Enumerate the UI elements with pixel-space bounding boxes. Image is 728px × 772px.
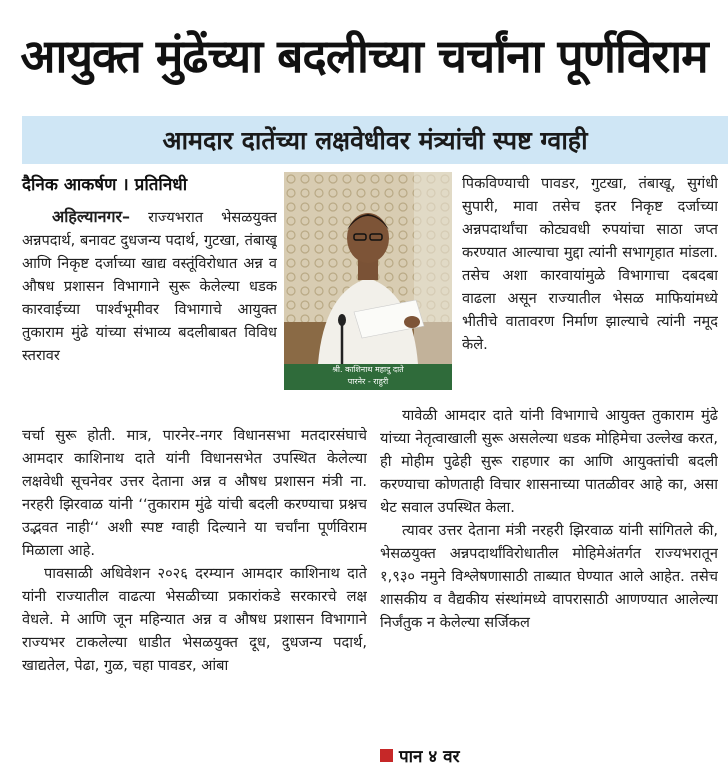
dateline: अहिल्यानगर– [52, 207, 131, 226]
paragraph-right-2: त्यावर उत्तर देताना मंत्री नरहरी झिरवाळ यांनी सांगितले की, भेसळयुक्त अन्नपदार्थांविरोधातील मोहिमेअंतर्गत राज्यभरातून १,९३० नमुने विश्लेषणासाठी ताब्यात घेण्यात आले आहेत. तसेच शासकीय व वैद्यकीय संस्थांमध्ये वापरासाठी आणण्यात आलेल्या निर्जंतुक न केलेल्या सर्जिकल [380, 522, 718, 631]
paragraph-col3-1: पिकविण्याची पावडर, गुटखा, तंबाखू, सुगंधी सुपारी, मावा तसेच इतर निकृष्ट दर्जाच्या अन्नपदार्थांचा कोट्यवधी रुपयांचा साठा जप्त करण्यात आल्याचा मुद्दा त्यांनी सभागृहात मांडला. तसेच अशा कारवायांमुळे विभागाचा दबदबा वाढला असून राज्यातील भेसळ माफियांमध्ये भीतीचे वातावरण निर्माण झाल्याचे त्यांनी नमूद केले. [462, 175, 718, 353]
headline: आयुक्त मुंढेंच्या बदलीच्या चर्चांना पूर्णविराम [20, 29, 708, 83]
column-right-upper [462, 172, 718, 402]
column-left-upper [22, 205, 277, 423]
photo-caption-place: पारनेर - राहुरी [347, 377, 389, 386]
photo-caption [284, 364, 452, 390]
paragraph-1-start: राज्यभरात भेसळयुक्त अन्नपदार्थ, बनावट दुधजन्य पदार्थ, गुटखा, तंबाखू आणि निकृष्ट दर्जाच्या खाद्य वस्तूंविरोधात अन्न व औषध प्रशासन विभागाने सुरू केलेल्या धडक कारवाईच्या पार्श्वभूमीवर विभागाचे आयुक्त तुकाराम मुंढे यांच्या संभाव्य बदलीबाबत विविध स्तरावर [22, 209, 277, 364]
continued-on-page [380, 744, 460, 767]
paragraph-right-1: यावेळी आमदार दाते यांनी विभागाचे आयुक्त तुकाराम मुंढे यांच्या नेतृत्वाखाली सुरू असलेल्या धडक मोहिमेचा उल्लेख करत, ही मोहीम पुढेही सुरू राहणार का आणि आयुक्तांची बदली करण्याचा कोणताही विचार शासनाच्या पातळीवर आहे का, असा थेट सवाल उपस्थित केला. [380, 407, 718, 516]
photo-caption-name: श्री. काशिनाथ महादु दाते [332, 365, 404, 374]
byline: दैनिक आकर्षण । प्रतिनिधी [22, 175, 188, 195]
speaker-illustration [284, 172, 452, 390]
continued-label: पान ४ वर [399, 747, 460, 767]
paragraph-2: पावसाळी अधिवेशन २०२६ दरम्यान आमदार काशिनाथ दाते यांनी राज्यातील वाढत्या भेसळीच्या प्रकारांकडे सरकारचे लक्ष वेधले. मे आणि जून महिन्यात अन्न व औषध प्रशासन विभागाने राज्यभर टाकलेल्या धाडीत भेसळयुक्त दूध, दुधजन्य पदार्थ, खाद्यतेल, पेढा, गुळ, चहा पावडर, आंबा [22, 565, 367, 674]
bullet-square-icon [380, 749, 393, 762]
speaker-photo [284, 172, 452, 390]
subheadline: आमदार दातेंच्या लक्षवेधीवर मंत्र्यांची स्पष्ट ग्वाही [22, 116, 728, 164]
paragraph-1-continued: चर्चा सुरू होती. मात्र, पारनेर-नगर विधानसभा मतदारसंघाचे आमदार काशिनाथ दाते यांनी विधानसभेत उपस्थित केलेल्या लक्षवेधी सूचनेवर उत्तर देताना अन्न व औषध प्रशासन मंत्री ना. नरहरी झिरवाळ यांनी ‘‘तुकाराम मुंढे यांची बदली करण्याचा प्रश्नच उद्भवत नाही‘‘ अशी स्पष्ट ग्वाही दिल्याने या चर्चांना पूर्णविराम मिळाला आहे. [22, 427, 367, 559]
column-right-lower [380, 404, 718, 742]
column-left-lower [22, 424, 367, 764]
